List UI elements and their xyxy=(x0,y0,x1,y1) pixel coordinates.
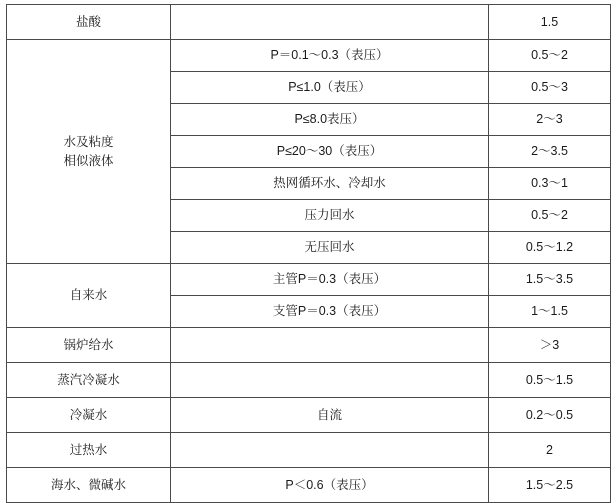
velocity-cell: 1.5～2.5 xyxy=(489,468,611,503)
table-row xyxy=(7,264,611,296)
condition-cell: 压力回水 xyxy=(171,200,489,232)
condition-cell: 无压回水 xyxy=(171,232,489,264)
condition-cell: 支管P＝0.3（表压） xyxy=(171,296,489,328)
condition-cell: P≤8.0表压） xyxy=(171,104,489,136)
table-row xyxy=(7,468,611,503)
velocity-cell: 0.3～1 xyxy=(489,168,611,200)
fluid-name-cell: 蒸汽冷凝水 xyxy=(7,363,171,398)
velocity-cell: 1～1.5 xyxy=(489,296,611,328)
condition-cell: 自流 xyxy=(171,398,489,433)
velocity-cell: 0.2～0.5 xyxy=(489,398,611,433)
condition-cell: P≤20～30（表压） xyxy=(171,136,489,168)
table-row xyxy=(7,5,611,40)
condition-cell: 主管P＝0.3（表压） xyxy=(171,264,489,296)
condition-cell: 热网循环水、冷却水 xyxy=(171,168,489,200)
velocity-cell: 0.5～2 xyxy=(489,40,611,72)
velocity-cell: 2～3.5 xyxy=(489,136,611,168)
table-row xyxy=(7,398,611,433)
velocity-cell: 0.5～3 xyxy=(489,72,611,104)
velocity-cell: ＞3 xyxy=(489,328,611,363)
velocity-cell: 1.5～3.5 xyxy=(489,264,611,296)
table-row xyxy=(7,328,611,363)
condition-cell: P＜0.6（表压） xyxy=(171,468,489,503)
fluid-name-cell: 海水、微碱水 xyxy=(7,468,171,503)
fluid-name-line: 相似液体 xyxy=(63,153,114,168)
fluid-name-line: 水及粘度 xyxy=(63,134,114,149)
condition-cell: P＝0.1～0.3（表压） xyxy=(171,40,489,72)
fluid-velocity-table xyxy=(6,4,611,503)
velocity-cell: 2 xyxy=(489,433,611,468)
table-row xyxy=(7,40,611,72)
velocity-cell: 0.5～2 xyxy=(489,200,611,232)
fluid-name-cell: 冷凝水 xyxy=(7,398,171,433)
condition-cell xyxy=(171,328,489,363)
condition-cell xyxy=(171,363,489,398)
fluid-name-cell xyxy=(7,40,171,264)
velocity-cell: 1.5 xyxy=(489,5,611,40)
condition-cell xyxy=(171,433,489,468)
velocity-cell: 0.5～1.5 xyxy=(489,363,611,398)
table-row xyxy=(7,433,611,468)
velocity-cell: 0.5～1.2 xyxy=(489,232,611,264)
condition-cell xyxy=(171,5,489,40)
fluid-name-cell: 盐酸 xyxy=(7,5,171,40)
condition-cell: P≤1.0（表压） xyxy=(171,72,489,104)
fluid-name-cell: 锅炉给水 xyxy=(7,328,171,363)
fluid-name-cell: 过热水 xyxy=(7,433,171,468)
table-row xyxy=(7,363,611,398)
fluid-name-cell: 自来水 xyxy=(7,264,171,328)
velocity-cell: 2～3 xyxy=(489,104,611,136)
